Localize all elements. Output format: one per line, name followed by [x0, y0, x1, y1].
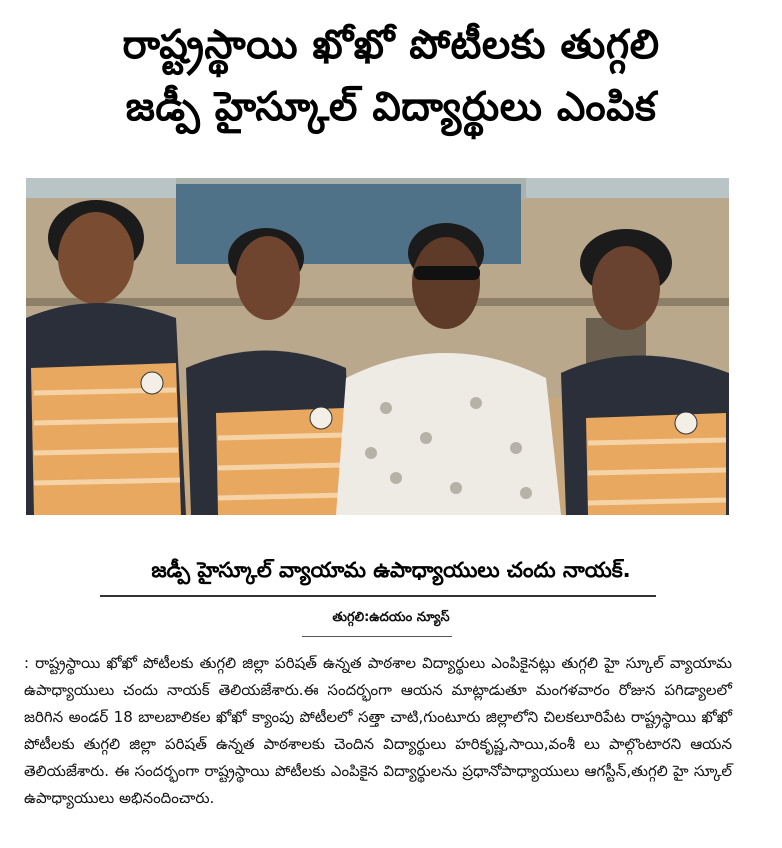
photo-illustration: [26, 178, 729, 515]
headline: [0, 14, 782, 138]
photo-caption: జడ్పీ హైస్కూల్ వ్యాయామ ఉపాధ్యాయులు చందు నాయక్.: [151, 558, 631, 582]
news-photo: [26, 178, 729, 515]
sunglasses: [414, 266, 480, 280]
headline-line-2: జడ్పీ హైస్కూల్ విద్యార్థులు ఎంపిక: [125, 84, 657, 130]
caption-divider: [100, 595, 656, 597]
byline: తుగ్గలి:ఉదయం న్యూస్: [332, 610, 450, 625]
byline-divider: [302, 636, 452, 637]
headline-line-1: రాష్ట్రస్థాయి ఖోఖో పోటీలకు తుగ్గలి: [122, 22, 660, 68]
article-body: : రాష్ట్రస్థాయి ఖోఖో పోటీలకు తుగ్గలి జిల్లా పరిషత్ ఉన్నత పాఠశాల విద్యార్థులు ఎంపికైనట్లు తుగ్గలి హై స్కూల్ వ్యాయామ ఉపాధ్యాయులు చందు నాయక్ తెలియజేశారు.ఈ సందర్భంగా ఆయన మాట్లాడుతూ మంగళవారం రోజున పగిడ్యాలలో జరిగిన అండర్ 18 బాలబాలికల ఖోఖో క్యాంపు పోటీలలో సత్తా చాటి,గుంటూరు జిల్లాలోని చిలకలూరిపేట రాష్ట్రస్థాయి ఖోఖో పోటీలకు తుగ్గలి జిల్లా పరిషత్ ఉన్నత పాఠశాలకు చెందిన విద్యార్థులు హరికృష్ణ,సాయి,వంశీ లు పాల్గొంటారని ఆయన తెలియజేశారు. ఈ సందర్భంగా రాష్ట్రస్థాయి పోటీలకు ఎంపికైన విద్యార్థులను ప్రధానోపాధ్యాయులు ఆగస్టీన్,తుగ్గలి హై స్కూల్ ఉపాధ్యాయులు అభినందించారు.: [24, 654, 732, 807]
